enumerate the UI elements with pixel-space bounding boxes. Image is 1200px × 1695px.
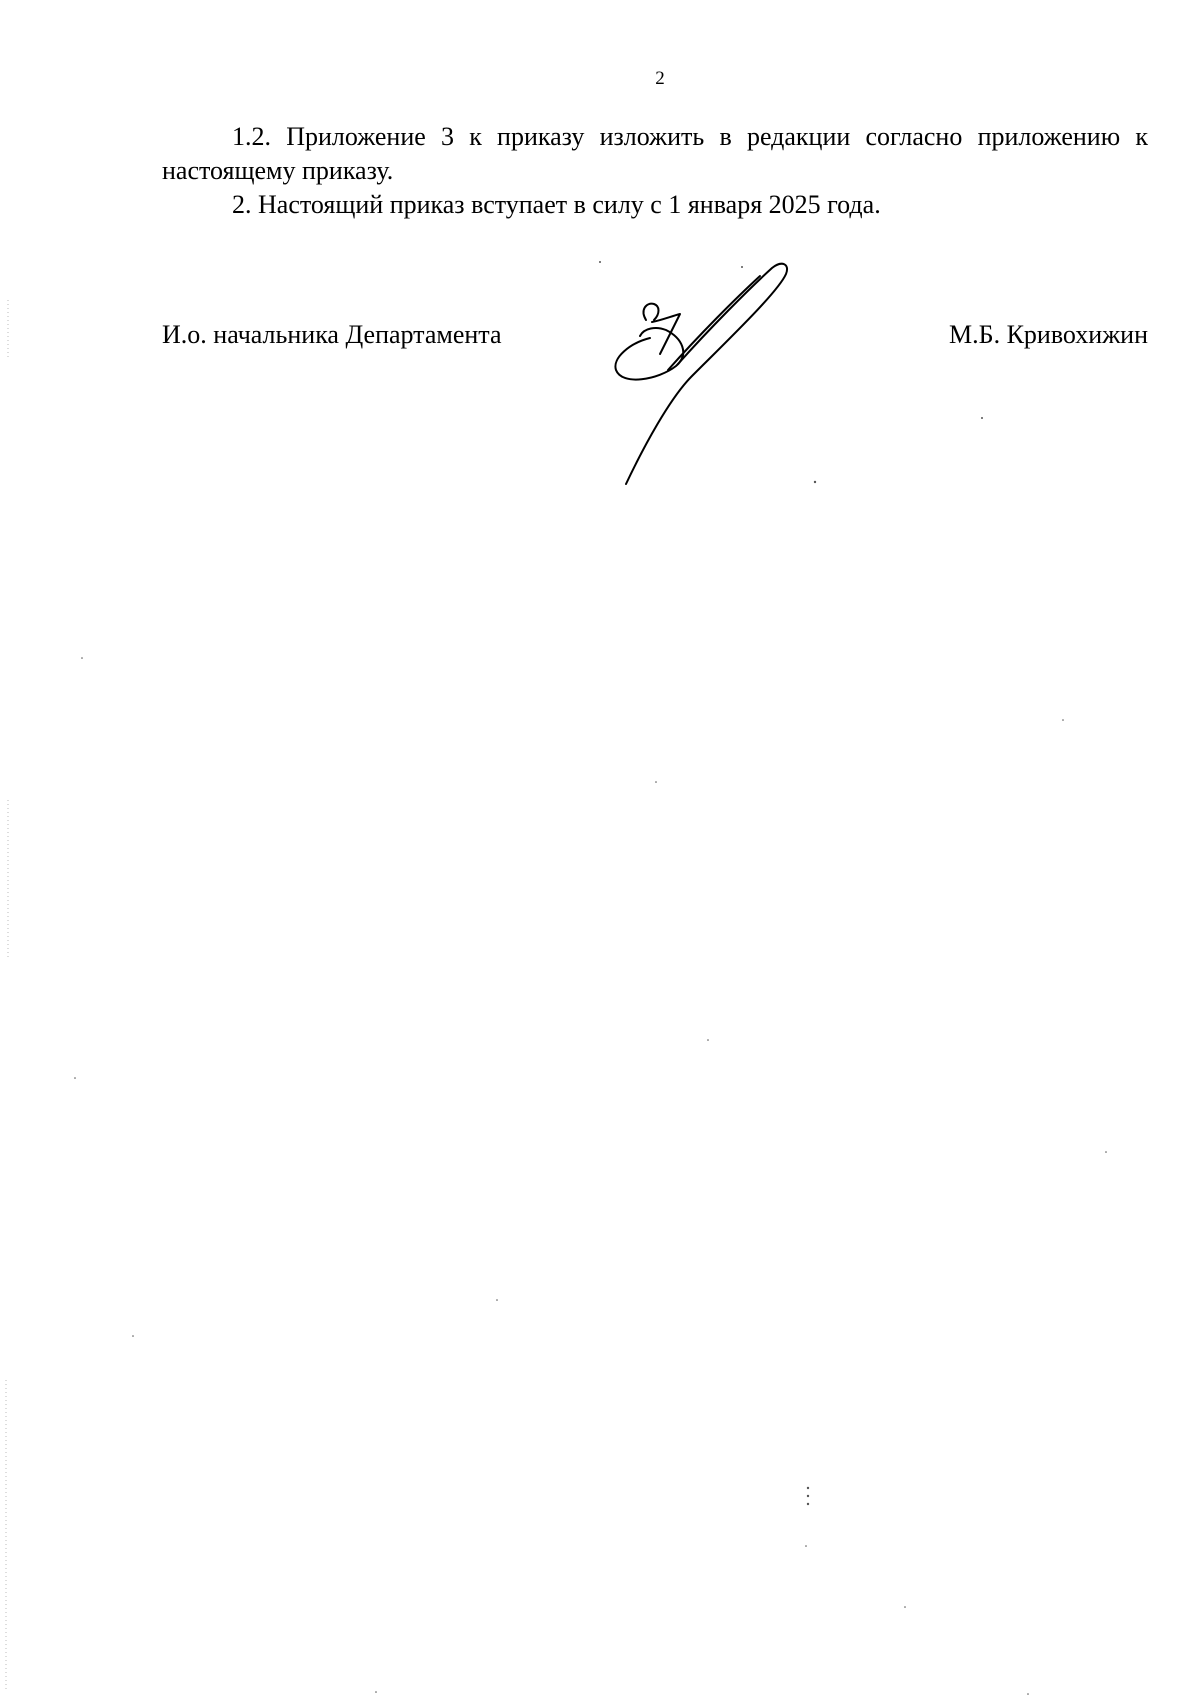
page-number: 2: [655, 68, 665, 89]
signatory-name: М.Б. Кривохижин: [949, 320, 1148, 349]
paragraph-1-2: 1.2. Приложение 3 к приказу изложить в редакции согласно приложению к настоящему приказу.: [162, 122, 1148, 185]
document-body: [162, 120, 1148, 222]
handwritten-signature: [610, 258, 820, 488]
signatory-position: И.о. начальника Департамента: [162, 320, 502, 349]
paragraph-2: 2. Настоящий приказ вступает в силу с 1 января 2025 года.: [232, 190, 881, 219]
